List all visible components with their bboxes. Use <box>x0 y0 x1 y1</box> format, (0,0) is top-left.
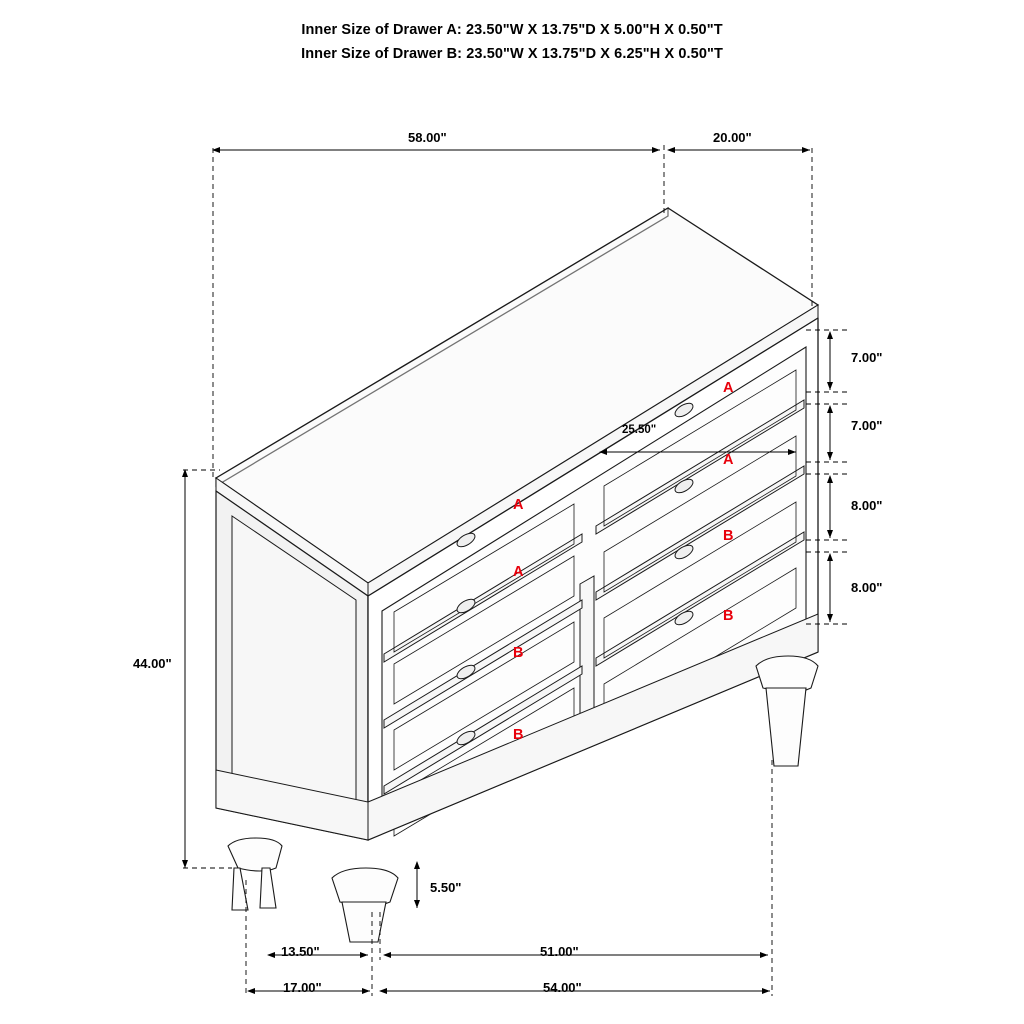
dim-leg-height: 5.50" <box>430 880 462 895</box>
drawer-label-left-2: A <box>513 564 524 580</box>
dim-overall-height: 44.00" <box>133 656 172 671</box>
dim-right-1: 7.00" <box>851 350 883 365</box>
header-line-b: Inner Size of Drawer B: 23.50"W X 13.75"D X 6.25"H X 0.50"T <box>301 46 723 62</box>
drawer-label-right-2: A <box>723 452 734 468</box>
dim-top-width: 58.00" <box>408 130 447 145</box>
drawer-label-right-1: A <box>723 380 734 396</box>
dim-base-width-small: 51.00" <box>540 944 579 959</box>
drawer-label-left-1: A <box>513 497 524 513</box>
drawer-label-left-4: B <box>513 727 524 743</box>
dim-base-depth-small: 13.50" <box>281 944 320 959</box>
dim-right-2: 7.00" <box>851 418 883 433</box>
dim-drawer-width: 25.50" <box>622 424 657 436</box>
drawer-label-right-3: B <box>723 528 734 544</box>
drawer-label-left-3: B <box>513 645 524 661</box>
dim-right-3: 8.00" <box>851 498 883 513</box>
header-line-a: Inner Size of Drawer A: 23.50"W X 13.75"D X 5.00"H X 0.50"T <box>301 22 723 38</box>
dim-top-depth: 20.00" <box>713 130 752 145</box>
drawer-label-right-4: B <box>723 608 734 624</box>
dim-base-width-large: 54.00" <box>543 980 582 995</box>
dim-base-depth-large: 17.00" <box>283 980 322 995</box>
dim-right-4: 8.00" <box>851 580 883 595</box>
